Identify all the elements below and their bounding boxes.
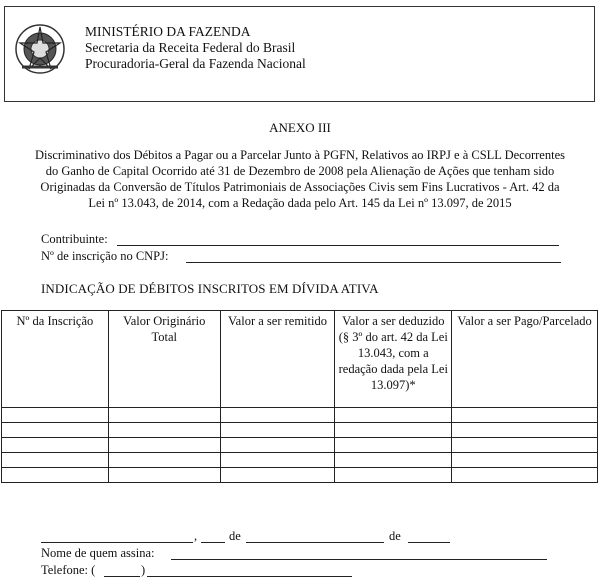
table-cell[interactable] xyxy=(335,468,452,483)
month-field[interactable] xyxy=(246,542,384,543)
table-cell[interactable] xyxy=(2,408,109,423)
table-row xyxy=(2,453,598,468)
table-cell[interactable] xyxy=(335,408,452,423)
table-cell[interactable] xyxy=(2,468,109,483)
letterhead-text xyxy=(85,24,306,72)
cnpj-label: Nº de inscrição no CNPJ: xyxy=(41,249,169,263)
table-cell[interactable] xyxy=(452,408,598,423)
table-header-row xyxy=(2,311,598,408)
day-field[interactable] xyxy=(201,542,225,543)
table-cell[interactable] xyxy=(452,453,598,468)
form-description xyxy=(0,147,600,211)
table-row xyxy=(2,423,598,438)
phone-paren-close: ) xyxy=(141,563,146,577)
phone-number-field[interactable] xyxy=(147,576,352,577)
table-cell[interactable] xyxy=(108,423,220,438)
table-cell[interactable] xyxy=(108,408,220,423)
year-field[interactable] xyxy=(408,542,450,543)
signer-name-label: Nome de quem assina: xyxy=(41,546,155,560)
contribuinte-field[interactable] xyxy=(117,245,559,246)
table-cell[interactable] xyxy=(220,423,335,438)
coat-of-arms-icon xyxy=(14,23,66,75)
column-header: Nº da Inscrição xyxy=(2,311,109,408)
column-header: Valor a ser Pago/Parcelado xyxy=(452,311,598,408)
section-title: INDICAÇÃO DE DÉBITOS INSCRITOS EM DÍVIDA ATIVA xyxy=(41,281,379,296)
table-cell[interactable] xyxy=(220,453,335,468)
description-line: do Ganho de Capital Ocorrido até 31 de Dezembro de 2008 pela Alienação de Ações que tenham sido xyxy=(45,164,555,178)
letterhead-box xyxy=(4,6,595,102)
phone-area-code-field[interactable] xyxy=(104,576,140,577)
table-cell[interactable] xyxy=(452,423,598,438)
table-cell[interactable] xyxy=(220,408,335,423)
table-row xyxy=(2,438,598,453)
description-line: Originadas da Conversão de Títulos Patrimoniais de Associações Civis sem Fins Lucrativos - Art. 42 da xyxy=(40,180,560,194)
signer-name-field[interactable] xyxy=(171,559,547,560)
contribuinte-label: Contribuinte: xyxy=(41,232,108,246)
description-line: Discriminativo dos Débitos a Pagar ou a Parcelar Junto à PGFN, Relativos ao IRPJ e à CSLL Decorrentes xyxy=(35,148,565,162)
table-cell[interactable] xyxy=(2,423,109,438)
date-de-label: de xyxy=(229,529,241,543)
table-cell[interactable] xyxy=(2,438,109,453)
column-header: Valor Originário Total xyxy=(108,311,220,408)
column-header: Valor a ser deduzido (§ 3º do art. 42 da Lei 13.043, com a redação dada pela Lei 13.097)* xyxy=(335,311,452,408)
table-cell[interactable] xyxy=(108,468,220,483)
attorney-office-name: Procuradoria-Geral da Fazenda Nacional xyxy=(85,56,306,71)
table-cell[interactable] xyxy=(2,453,109,468)
debts-table xyxy=(1,310,598,483)
place-field[interactable] xyxy=(41,542,193,543)
table-cell[interactable] xyxy=(220,468,335,483)
table-cell[interactable] xyxy=(220,438,335,453)
table-cell[interactable] xyxy=(335,438,452,453)
phone-label: Telefone: ( xyxy=(41,563,96,577)
table-cell[interactable] xyxy=(335,423,452,438)
table-row xyxy=(2,468,598,483)
ministry-name: MINISTÉRIO DA FAZENDA xyxy=(85,24,251,39)
table-cell[interactable] xyxy=(108,438,220,453)
table-cell[interactable] xyxy=(452,438,598,453)
table-cell[interactable] xyxy=(108,453,220,468)
secretariat-name: Secretaria da Receita Federal do Brasil xyxy=(85,40,296,55)
annex-title: ANEXO III xyxy=(269,120,331,135)
comma-separator: , xyxy=(194,529,198,543)
cnpj-field[interactable] xyxy=(186,262,561,263)
date-de-label: de xyxy=(389,529,401,543)
table-cell[interactable] xyxy=(452,468,598,483)
table-cell[interactable] xyxy=(335,453,452,468)
table-row xyxy=(2,408,598,423)
column-header: Valor a ser remitido xyxy=(220,311,335,408)
description-line: Lei nº 13.043, de 2014, com a Redação dada pelo Art. 145 da Lei nº 13.097, de 2015 xyxy=(88,196,512,210)
